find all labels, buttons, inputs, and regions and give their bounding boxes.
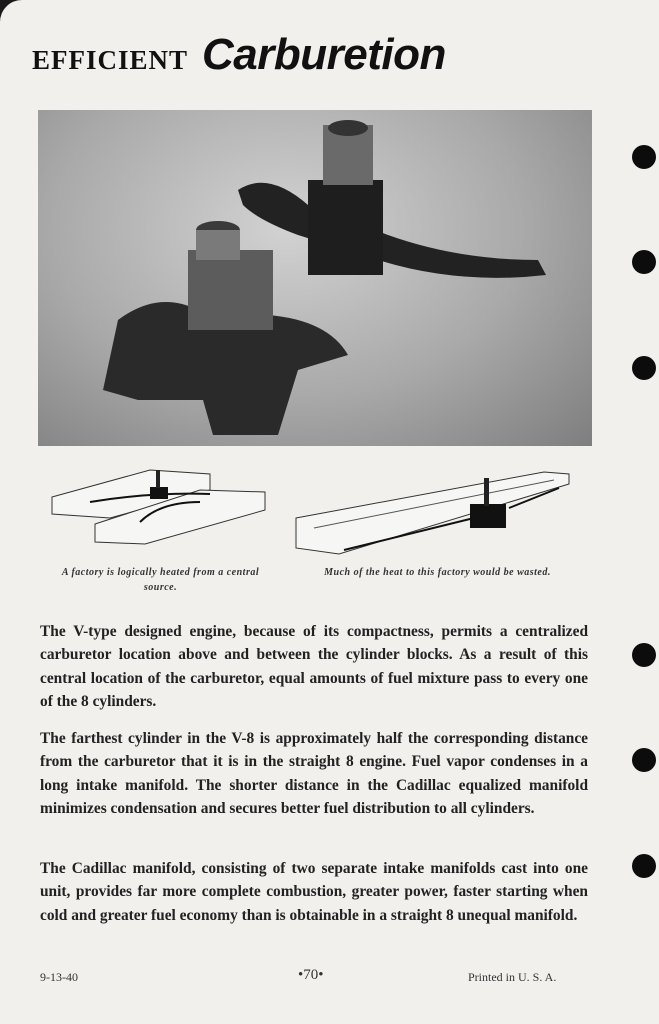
binder-hole (632, 643, 656, 667)
caption-wasted-heat: Much of the heat to this factory would be wasted. (324, 567, 551, 578)
footer-page-number: •70• (298, 967, 324, 983)
footer-printed: Printed in U. S. A. (468, 970, 557, 984)
binder-hole (632, 145, 656, 169)
paragraph-1: The V-type designed engine, because of its compactness, permits a centralized carburetor location above and between the cylinder blocks. As a result of this central location of the carburetor, equal amounts of fuel mixture pass to every one of the 8 cylinders. (40, 623, 588, 710)
binder-hole (632, 250, 656, 274)
binder-hole (632, 356, 656, 380)
footer-date: 9-13-40 (40, 970, 78, 984)
paragraph-2: The farthest cylinder in the V-8 is approximately half the corresponding distance from the carburetor that it is in the straight 8 engine. Fuel vapor condenses in a long intake manifold. The shorter distance in the Cadillac equalized manifold minimizes condensation and secures better fuel distribution to all cylinders. (40, 730, 588, 817)
caption-central-heat: A factory is logically heated from a central source. (61, 567, 260, 593)
manifold-photo (38, 110, 592, 446)
title-efficient: EFFICIENT (32, 45, 189, 75)
central-heat-diagram (50, 462, 272, 550)
binder-hole (632, 854, 656, 878)
binder-hole (632, 748, 656, 772)
long-manifold-diagram (294, 468, 572, 560)
page-title (32, 30, 446, 80)
paragraph-3: The Cadillac manifold, consisting of two separate intake manifolds cast into one unit, provides far more complete combustion, greater power, faster starting when cold and greater fuel economy than is obtainable in a straight 8 unequal manifold. (40, 860, 588, 924)
title-carburetion: Carburetion (202, 30, 446, 79)
